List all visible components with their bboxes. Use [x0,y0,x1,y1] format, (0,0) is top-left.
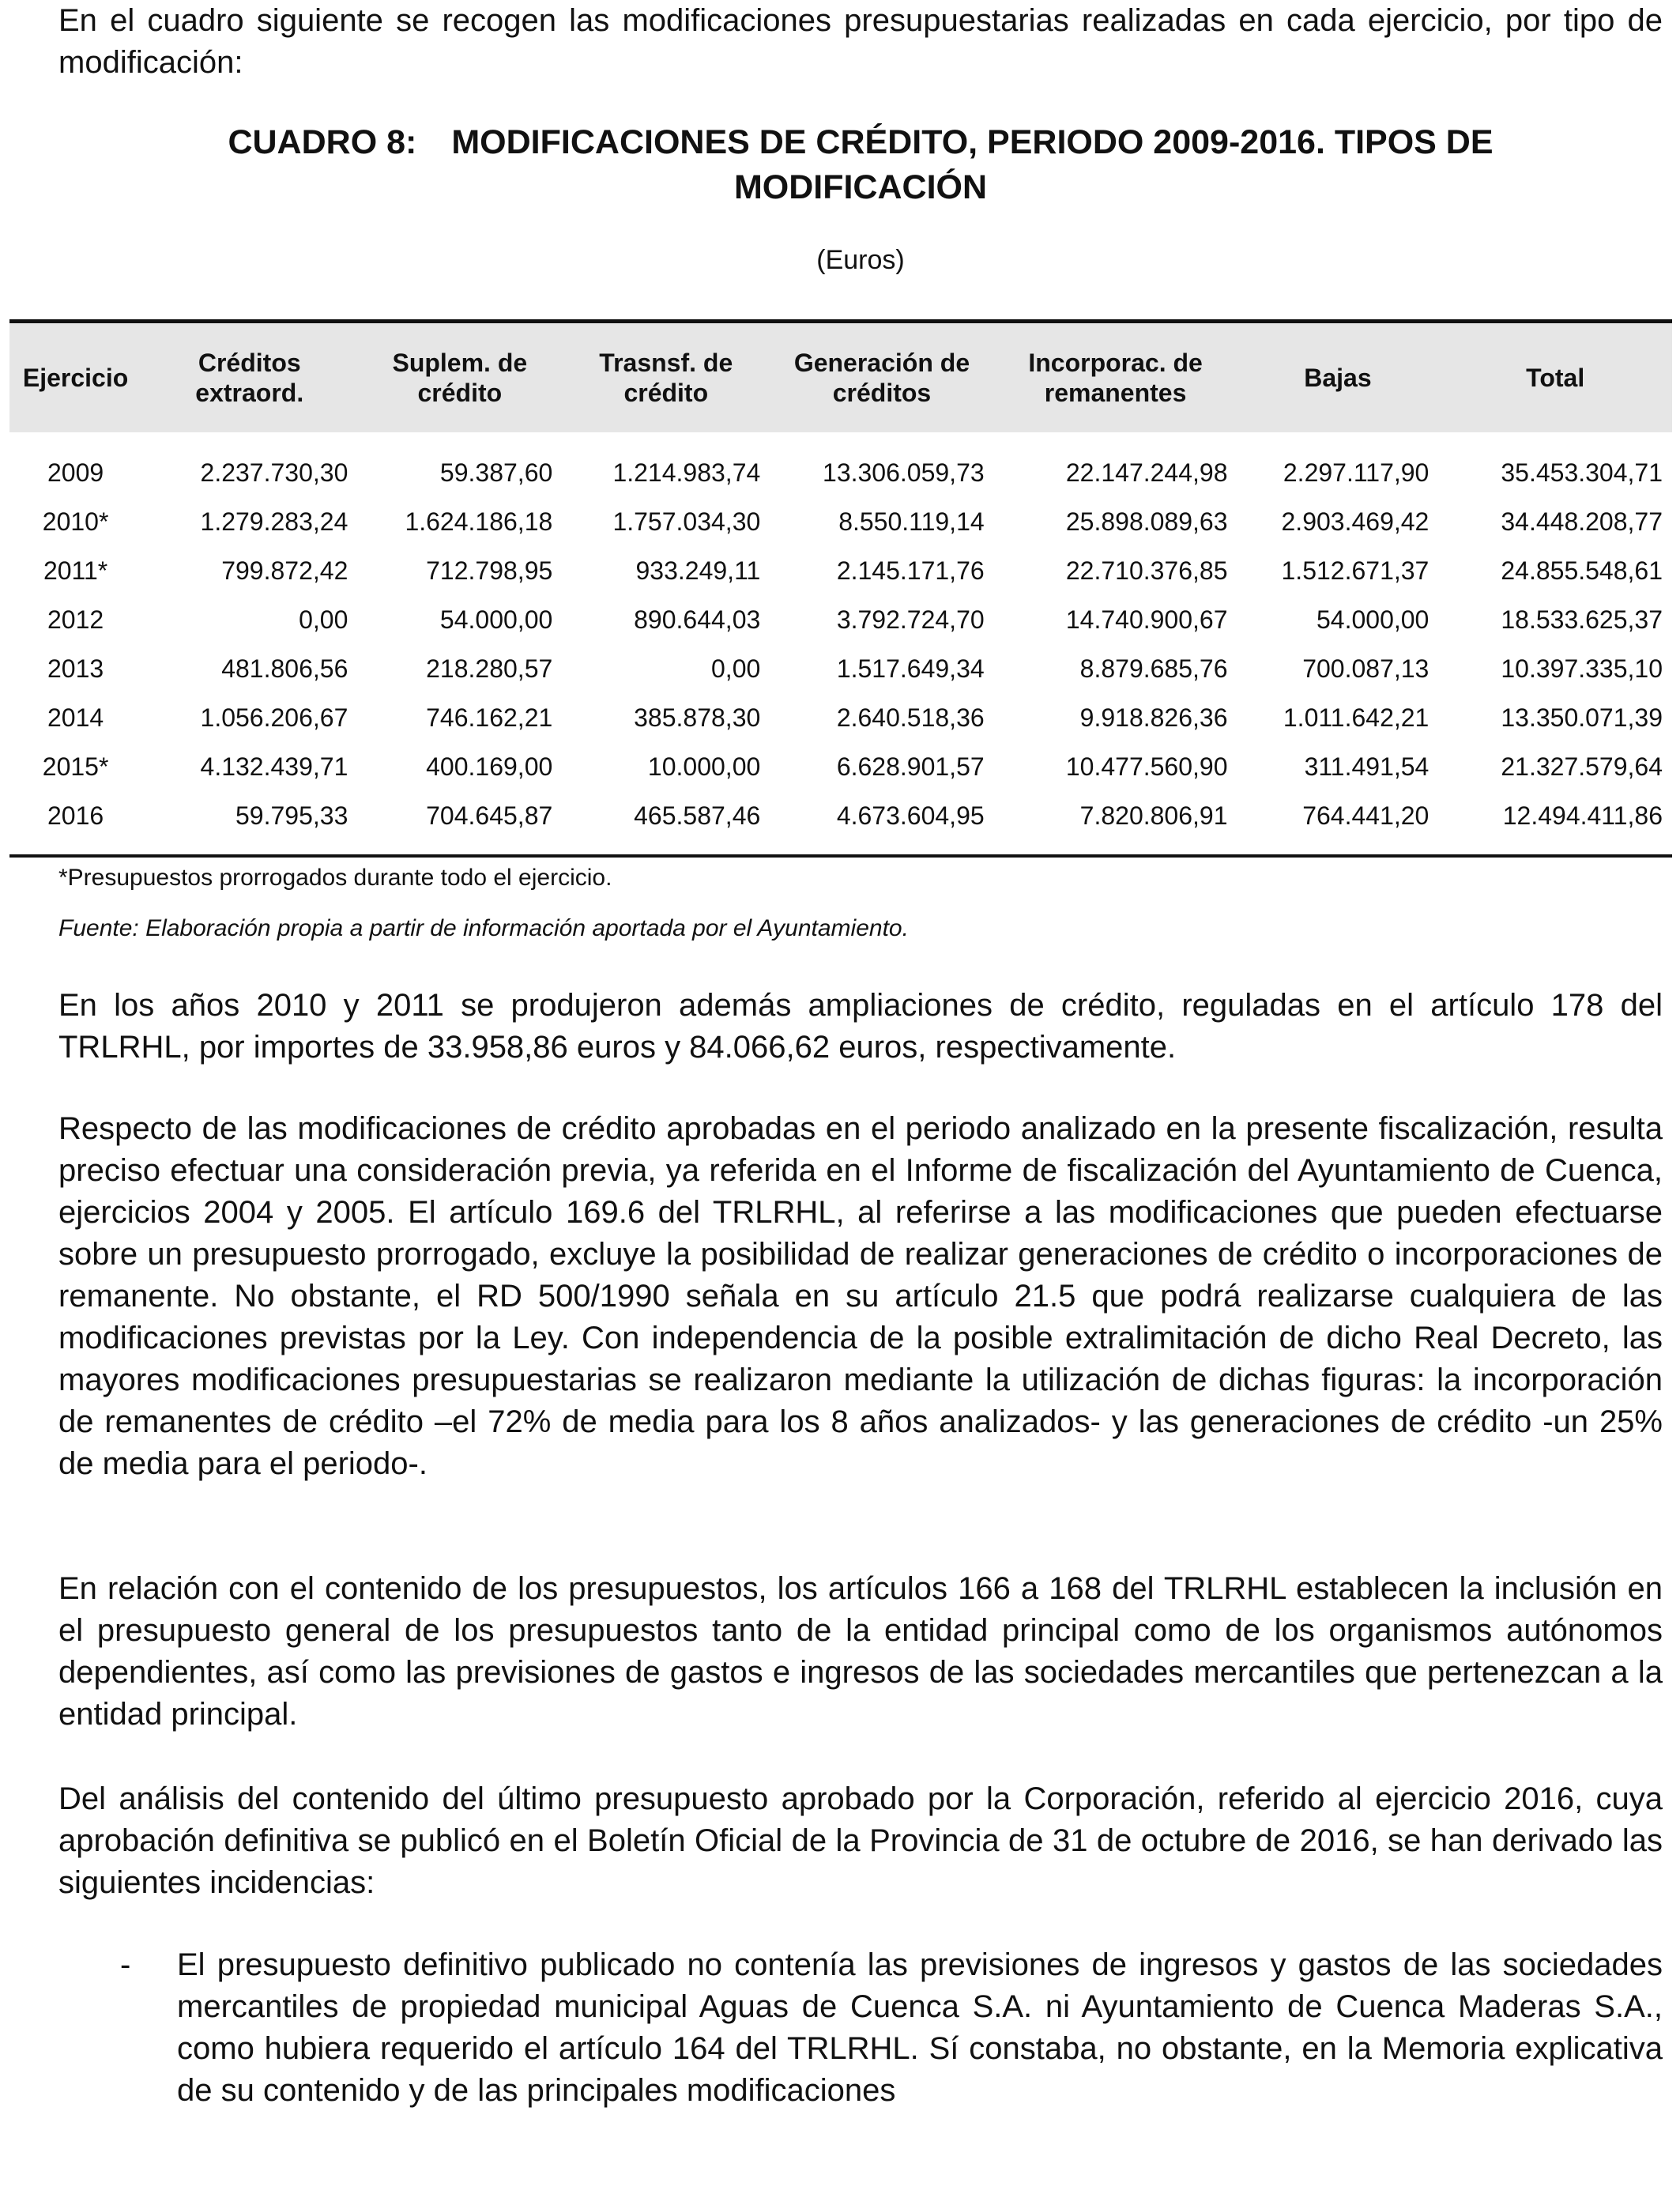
table-number: CUADRO 8: [228,123,417,161]
amount-cell: 2.297.117,90 [1283,458,1430,487]
year-cell: 2016 [9,791,141,856]
column-header-line-1: Generación de [793,349,970,377]
amount-cell: 746.162,21 [426,703,553,732]
table-row [9,791,1672,856]
column-header [994,322,1237,433]
amount-cell: 13.350.071,39 [1501,703,1663,732]
amount-cell: 7.820.806,91 [994,791,1237,856]
amount-cell: 12.494.411,86 [1438,791,1672,856]
amount-cell: 8.879.685,76 [1079,654,1228,683]
amount-cell: 25.898.089,63 [1065,507,1228,536]
column-header-line-2: créditos [832,379,932,407]
amount-cell: 764.441,20 [1237,791,1439,856]
paragraph-4: Del análisis del contenido del último presupuesto aprobado por la Corporación, referido al ejercicio 2016, cuya aprobación definitiva se publicó en el Boletín Oficial de la Provincia de 31 de octubre de 2016, se han derivado las siguientes incidencias: [58,1781,1663,1900]
amount-cell: 1.757.034,30 [612,507,761,536]
paragraph-2: Respecto de las modificaciones de crédito aprobadas en el periodo analizado en la presente fiscalización, resulta preciso efectuar una consideración previa, ya referida en el Informe de fiscalización del Ayuntamiento de Cuenca, ejercicios 2004 y 2005. El artículo 169.6 del TRLRHL, al referirse a las modificaciones que pueden efectuarse sobre un presupuesto prorrogado, excluye la posibilidad de realizar generaciones de crédito o incorporaciones de remanente. No obstante, el RD 500/1990 señala en su artículo 21.5 que podrá realizarse cualquiera de las modificaciones previstas por la Ley. Con independencia de la posible extralimitación de dicho Real Decreto, las mayores modificaciones presupuestarias se realizaron mediante la utilización de dichas figuras: la incorporación de remanentes de crédito –el 72% de media para los 8 años analizados- y las generaciones de crédito -un 25% de media para el periodo-. [58,1111,1663,1481]
amount-cell: 8.550.119,14 [838,507,985,536]
column-header-line-1: Créditos [198,349,301,377]
amount-cell: 2.145.171,76 [836,556,985,585]
column-header-line-2: remanentes [1044,379,1187,407]
column-header-line-1: Trasnsf. de [599,349,733,377]
amount-cell: 54.000,00 [439,605,553,634]
amount-cell: 6.628.901,57 [836,752,985,781]
column-header-line-1: Suplem. de [392,349,528,377]
table-header-row [9,322,1672,433]
amount-cell: 4.673.604,95 [770,791,993,856]
amount-cell: 0,00 [299,605,348,634]
amount-cell: 22.710.376,85 [1065,556,1228,585]
amount-cell: 10.000,00 [647,752,761,781]
table-row [9,644,1672,693]
column-header-line-2: crédito [623,379,709,407]
column-header [141,322,357,433]
amount-cell: 22.147.244,98 [1065,458,1228,487]
column-header-line-1: Total [1526,364,1585,392]
column-header-line-2: crédito [417,379,503,407]
amount-cell: 2.903.469,42 [1281,507,1430,536]
amount-cell: 218.280,57 [426,654,553,683]
column-header [357,322,562,433]
table-units: (Euros) [816,245,905,275]
table-row [9,693,1672,742]
amount-cell: 481.806,56 [221,654,348,683]
amount-cell: 311.491,54 [1304,752,1430,781]
amount-cell: 35.453.304,71 [1501,458,1663,487]
amount-cell: 1.517.649,34 [836,654,985,683]
amount-cell: 3.792.724,70 [836,605,985,634]
amount-cell: 0,00 [711,654,761,683]
bullet-marker: - [120,1947,131,1982]
amount-cell: 1.512.671,37 [1281,556,1430,585]
bullet-text: El presupuesto definitivo publicado no contenía las previsiones de ingresos y gastos de las sociedades mercantiles de propiedad municipal Aguas de Cuenca S.A. ni Ayuntamiento de Cuenca Maderas S.A., como hubiera requerido el artículo 164 del TRLRHL. Sí constaba, no obstante, en la Memoria explicativa de su contenido y de las principales modificaciones [177,1947,1663,2108]
amount-cell: 1.056.206,67 [200,703,348,732]
amount-cell: 1.011.642,21 [1283,703,1430,732]
amount-cell: 712.798,95 [426,556,553,585]
amount-cell: 704.645,87 [357,791,562,856]
table-row [9,432,1672,497]
column-header [1237,322,1439,433]
amount-cell: 2.640.518,36 [836,703,985,732]
amount-cell: 59.387,60 [439,458,553,487]
year-cell: 2011* [43,556,108,585]
amount-cell: 1.214.983,74 [612,458,761,487]
table-title-line-1 [58,120,1663,165]
column-header-line-1: Bajas [1304,364,1372,392]
table-title [58,120,1663,210]
paragraph-3: En relación con el contenido de los presupuestos, los artículos 166 a 168 del TRLRHL establecen la inclusión en el presupuesto general de los presupuestos tanto de la entidad principal como de los organismos autónomos dependientes, así como las previsiones de gastos e ingresos de las sociedades mercantiles que pertenezcan a la entidad principal. [58,1571,1663,1732]
amount-cell: 18.533.625,37 [1501,605,1663,634]
table-row [9,546,1672,595]
column-header-line-1: Incorporac. de [1028,349,1203,377]
amount-cell: 9.918.826,36 [1079,703,1228,732]
table-title-text-2: MODIFICACIÓN [733,168,988,206]
table-row [9,595,1672,644]
amount-cell: 59.795,33 [141,791,357,856]
table-title-text-1: MODIFICACIONES DE CRÉDITO, PERIODO 2009-2016. TIPOS DE [451,123,1494,161]
column-header-line-2: extraord. [195,379,304,407]
amount-cell: 13.306.059,73 [823,458,985,487]
year-cell: 2009 [47,458,104,487]
year-cell: 2014 [47,703,104,732]
table-body [9,432,1672,856]
year-cell: 2015* [42,752,109,781]
amount-cell: 890.644,03 [634,605,761,634]
amount-cell: 385.878,30 [634,703,761,732]
modifications-table-wrapper [9,319,1672,858]
amount-cell: 1.624.186,18 [405,507,553,536]
amount-cell: 54.000,00 [1316,605,1430,634]
paragraph-1: En los años 2010 y 2011 se produjeron además ampliaciones de crédito, reguladas en el artículo 178 del TRLRHL, por importes de 33.958,86 euros y 84.066,62 euros, respectivamente. [58,988,1663,1065]
amount-cell: 14.740.900,67 [1065,605,1228,634]
column-header [562,322,770,433]
year-cell: 2012 [47,605,104,634]
table-footnote: *Presupuestos prorrogados durante todo el ejercicio. [58,865,612,891]
amount-cell: 2.237.730,30 [200,458,348,487]
year-cell: 2010* [42,507,109,536]
column-header [1438,322,1672,433]
amount-cell: 24.855.548,61 [1501,556,1663,585]
amount-cell: 799.872,42 [221,556,348,585]
modifications-table [9,319,1672,858]
amount-cell: 400.169,00 [426,752,553,781]
table-row [9,742,1672,791]
column-header-line-1: Ejercicio [22,364,129,392]
amount-cell: 4.132.439,71 [200,752,348,781]
intro-paragraph: En el cuadro siguiente se recogen las modificaciones presupuestarias realizadas en cada ejercicio, por tipo de modificación: [58,3,1663,80]
amount-cell: 21.327.579,64 [1501,752,1663,781]
amount-cell: 1.279.283,24 [200,507,348,536]
amount-cell: 933.249,11 [635,556,761,585]
year-cell: 2013 [47,654,104,683]
amount-cell: 465.587,46 [562,791,770,856]
amount-cell: 10.397.335,10 [1501,654,1663,683]
amount-cell: 10.477.560,90 [1065,752,1228,781]
column-header [770,322,993,433]
amount-cell: 700.087,13 [1302,654,1430,683]
amount-cell: 34.448.208,77 [1501,507,1663,536]
column-header [9,322,141,433]
table-row [9,497,1672,546]
table-source: Fuente: Elaboración propia a partir de información aportada por el Ayuntamiento. [58,915,909,941]
